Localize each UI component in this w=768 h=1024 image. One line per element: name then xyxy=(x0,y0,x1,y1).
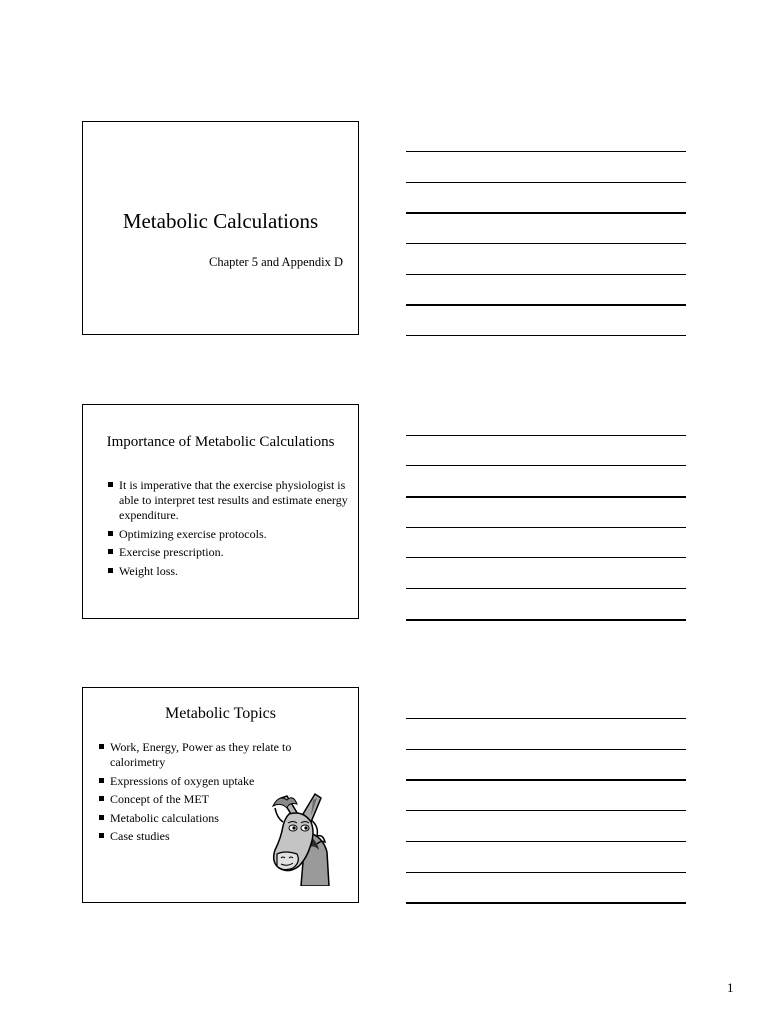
note-line xyxy=(406,527,686,528)
bullet-list xyxy=(108,478,358,582)
bullet-item: Metabolic calculations xyxy=(99,811,329,826)
bullet-item: Work, Energy, Power as they relate to calorimetry xyxy=(99,740,329,770)
slide-2 xyxy=(82,404,359,619)
note-line xyxy=(406,841,686,842)
note-line xyxy=(406,496,686,498)
slide-subtitle: Chapter 5 and Appendix D xyxy=(209,255,344,269)
slide-title: Metabolic Calculations xyxy=(122,209,319,233)
note-line xyxy=(406,465,686,466)
note-line xyxy=(406,902,686,904)
note-line xyxy=(406,435,686,436)
note-line xyxy=(406,557,686,558)
slide-title: Importance of Metabolic Calculations xyxy=(106,434,335,450)
bullet-item: Weight loss. xyxy=(108,564,358,579)
page-number: 1 xyxy=(727,980,734,995)
bullet-item: Exercise prescription. xyxy=(108,545,358,560)
note-line xyxy=(406,243,686,244)
slide-title: Metabolic Topics xyxy=(164,705,276,722)
note-line xyxy=(406,588,686,589)
note-line xyxy=(406,151,686,152)
note-line xyxy=(406,810,686,811)
note-line xyxy=(406,718,686,719)
note-line xyxy=(406,749,686,750)
note-line xyxy=(406,872,686,873)
slide-1 xyxy=(82,121,359,335)
slide-3 xyxy=(82,687,359,903)
bullet-item: It is imperative that the exercise physiologist is able to interpret test results and estimate energy expenditure. xyxy=(108,478,358,523)
note-line xyxy=(406,182,686,183)
bullet-item: Case studies xyxy=(99,829,329,844)
bullet-item: Optimizing exercise protocols. xyxy=(108,527,358,542)
note-line xyxy=(406,619,686,621)
note-line xyxy=(406,335,686,336)
note-line xyxy=(406,212,686,214)
note-line xyxy=(406,274,686,275)
donkey-cartoon-image xyxy=(267,792,339,886)
bullet-item: Expressions of oxygen uptake xyxy=(99,774,329,789)
bullet-item: Concept of the MET xyxy=(99,792,329,807)
note-line xyxy=(406,779,686,781)
note-line xyxy=(406,304,686,306)
